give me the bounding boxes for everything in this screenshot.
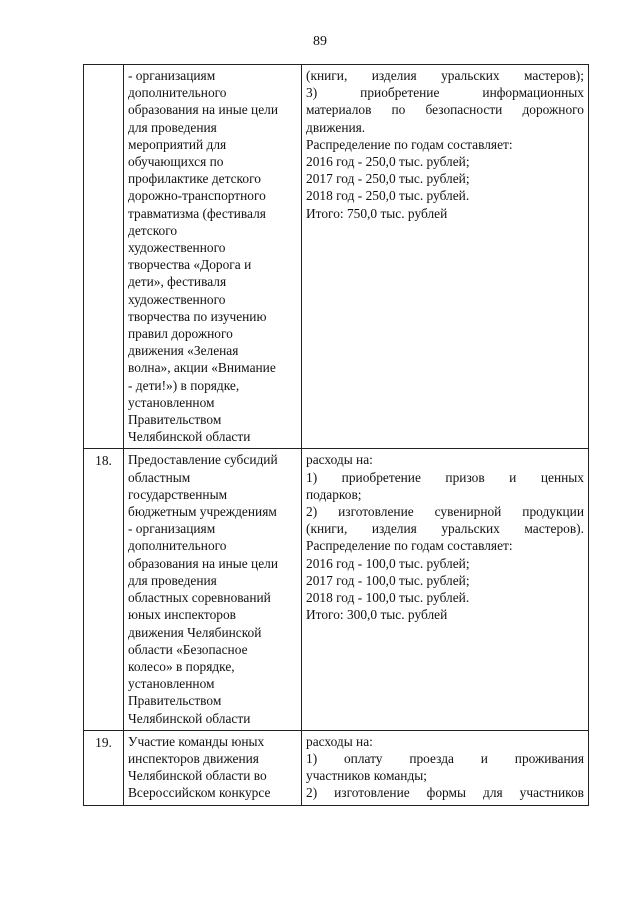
activity-name-line: волна», акции «Внимание xyxy=(128,360,276,376)
expenses-description-line: 2017 год - 250,0 тыс. рублей; xyxy=(306,171,470,187)
expenses-description-line: Распределение по годам составляет: xyxy=(306,136,513,152)
row-number xyxy=(84,65,124,449)
expenses-description-line: материалов по безопасности дорожного xyxy=(306,102,584,118)
expenses-description-line: 3) приобретение информационных xyxy=(306,85,584,101)
expenses-description-line: (книги, изделия уральских мастеров); xyxy=(306,68,584,83)
activity-name-line: дети», фестиваля xyxy=(128,274,227,290)
expenses-description-line: 2017 год - 100,0 тыс. рублей; xyxy=(306,572,470,588)
expenses-description-line: подарков; xyxy=(306,486,362,502)
expenses-description-line: 2016 год - 100,0 тыс. рублей; xyxy=(306,555,470,571)
expenses-description-line: участников команды; xyxy=(306,768,427,784)
activity-name-line: образования на иные цели xyxy=(128,102,279,118)
expenses-description-cell xyxy=(302,65,589,449)
activity-name-line: для проведения xyxy=(128,572,217,588)
activity-name-line: дополнительного xyxy=(128,538,227,554)
row-number: 18. xyxy=(84,449,124,730)
activity-name-line: Предоставление субсидий xyxy=(128,452,278,468)
expenses-description-line: 2016 год - 250,0 тыс. рублей; xyxy=(306,154,470,170)
expenses-description-line: 2018 год - 100,0 тыс. рублей. xyxy=(306,590,470,606)
activity-name-line: юных инспекторов xyxy=(128,607,237,623)
activity-name-line: - организациям xyxy=(128,521,216,537)
expenses-description-line: (книги, изделия уральских мастеров). xyxy=(306,521,584,537)
activity-name-line: областных соревнований xyxy=(128,590,271,606)
activity-name-line: дополнительного xyxy=(128,85,227,101)
activity-name-line: травматизма (фестиваля xyxy=(128,205,266,221)
expenses-description-line: 2) изготовление сувенирной продукции xyxy=(306,504,584,520)
activity-name-line: для проведения xyxy=(128,119,217,135)
activity-name-line: правил дорожного xyxy=(128,326,233,342)
activity-name-line: Челябинской области xyxy=(128,710,251,726)
activity-name-line: Правительством xyxy=(128,412,222,428)
activity-name-cell xyxy=(124,449,302,730)
activity-name-line: образования на иные цели xyxy=(128,555,279,571)
activity-name-line: области «Безопасное xyxy=(128,641,248,657)
activity-name-line: установленном xyxy=(128,676,215,692)
activity-name-line: Всероссийском конкурсе xyxy=(128,785,271,801)
activity-name-line: обучающихся по xyxy=(128,154,224,170)
activity-name-line: дорожно-транспортного xyxy=(128,188,266,204)
activities-table xyxy=(83,64,589,806)
activity-name-line: детского xyxy=(128,222,178,238)
activity-name-line: колесо» в порядке, xyxy=(128,658,235,674)
expenses-description-cell xyxy=(302,730,589,805)
expenses-description-cell xyxy=(302,449,589,730)
activity-name-line: Правительством xyxy=(128,693,222,709)
activity-name-line: художественного xyxy=(128,240,226,256)
activity-name-cell xyxy=(124,730,302,805)
activity-name-line: художественного xyxy=(128,291,226,307)
expenses-description-line: 1) приобретение призов и ценных xyxy=(306,469,584,485)
expenses-description-line: Итого: 300,0 тыс. рублей xyxy=(306,607,448,623)
activity-name-line: государственным xyxy=(128,486,228,502)
expenses-description-line: движения. xyxy=(306,119,366,135)
activity-name-line: - дети!») в порядке, xyxy=(128,377,240,393)
activity-name-line: мероприятий для xyxy=(128,136,227,152)
table-row xyxy=(84,730,589,805)
activity-name-line: Участие команды юных xyxy=(128,733,265,749)
expenses-description-line: 1) оплату проезда и проживания xyxy=(306,750,584,766)
expenses-description-line: Распределение по годам составляет: xyxy=(306,538,513,554)
activity-name-line: областным xyxy=(128,469,191,485)
activity-name-line: движения Челябинской xyxy=(128,624,262,640)
activity-name-line: установленном xyxy=(128,394,215,410)
expenses-description-line: расходы на: xyxy=(306,452,373,468)
activity-name-line: движения «Зеленая xyxy=(128,343,239,359)
expenses-description-line: расходы на: xyxy=(306,733,373,749)
activity-name-line: профилактике детского xyxy=(128,171,261,187)
expenses-description-line: Итого: 750,0 тыс. рублей xyxy=(306,205,448,221)
table-row xyxy=(84,65,589,449)
activity-name-line: Челябинской области xyxy=(128,429,251,445)
activity-name-line: - организациям xyxy=(128,68,216,83)
expenses-description-line: 2) изготовление формы для участников xyxy=(306,785,584,801)
activity-name-line: творчества «Дорога и xyxy=(128,257,252,273)
row-number: 19. xyxy=(84,730,124,805)
activity-name-cell xyxy=(124,65,302,449)
activity-name-line: творчества по изучению xyxy=(128,308,267,324)
page-number: 89 xyxy=(313,34,327,49)
activity-name-line: Челябинской области во xyxy=(128,768,267,784)
expenses-description-line: 2018 год - 250,0 тыс. рублей. xyxy=(306,188,470,204)
activity-name-line: бюджетным учреждениям xyxy=(128,504,277,520)
activity-name-line: инспекторов движения xyxy=(128,750,259,766)
table-row xyxy=(84,449,589,730)
